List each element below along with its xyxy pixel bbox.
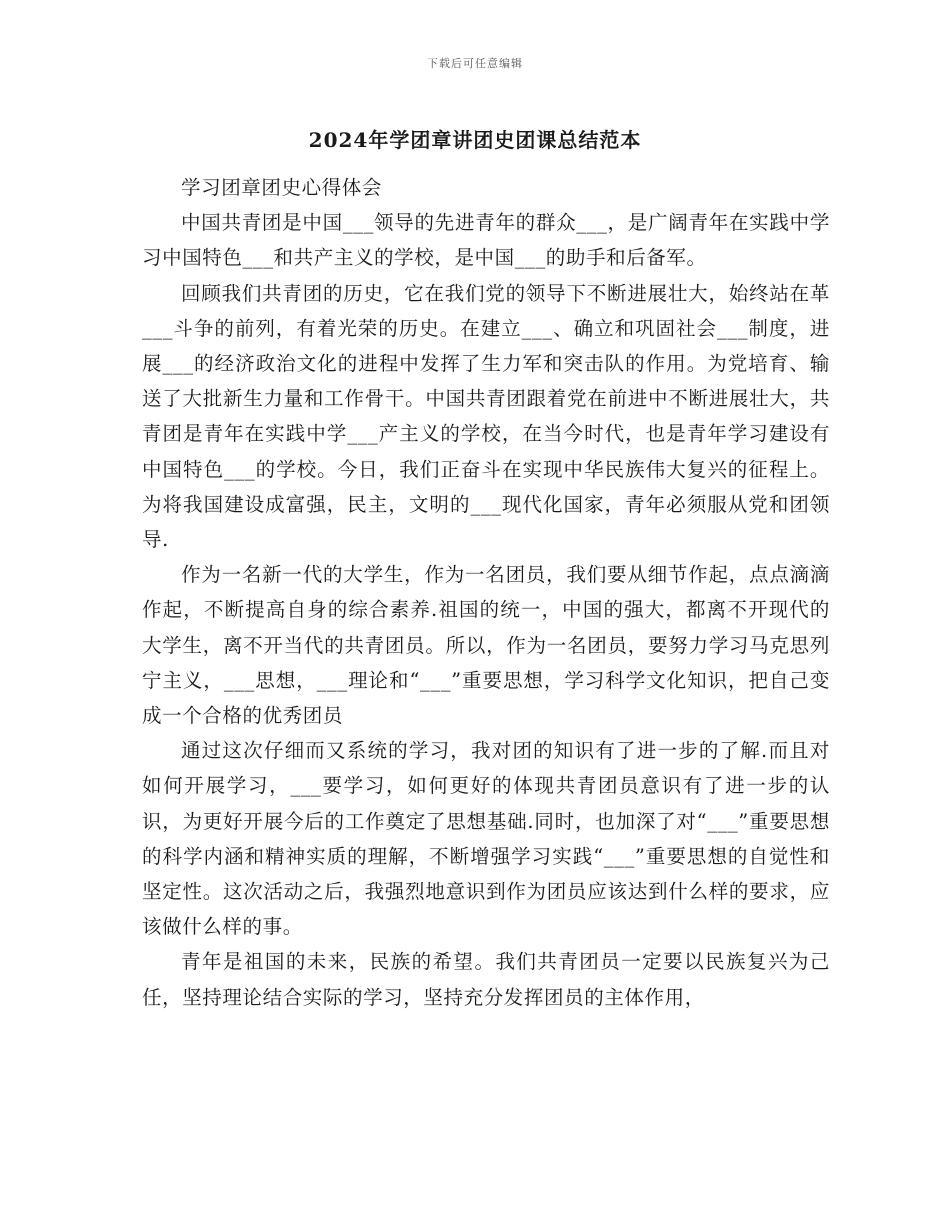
paragraph: 青年是祖国的未来，民族的希望。我们共青团员一定要以民族复兴为己任，坚持理论结合实际的学习，坚持充分发挥团员的主体作用，	[142, 950, 830, 1009]
paragraph: 通过这次仔细而又系统的学习，我对团的知识有了进一步的了解.而且对如何开展学习，___要学习，如何更好的体现共青团员意识有了进一步的认识，为更好开展今后的工作奠定了思想基础.同时，也加深了对“___”重要思想的科学内涵和精神实质的理解，不断增强学习实践“___”重要思想的自觉性和坚定性。这次活动之后，我强烈地意识到作为团员应该达到什么样的要求，应该做什么样的事。	[142, 739, 830, 939]
paragraph: 作为一名新一代的大学生，作为一名团员，我们要从细节作起，点点滴滴作起，不断提高自身的综合素养.祖国的统一，中国的强大，都离不开现代的大学生，离不开当代的共青团员。所以，作为一名团员，要努力学习马克思列宁主义，___思想，___理论和“___”重要思想，学习科学文化知识，把自己变成一个合格的优秀团员	[142, 563, 830, 728]
document-body	[142, 170, 830, 1015]
header-note: 下载后可任意编辑	[427, 57, 523, 70]
paragraph: 中国共青团是中国___领导的先进青年的群众___，是广阔青年在实践中学习中国特色___和共产主义的学校，是中国___的助手和后备军。	[142, 211, 830, 270]
document-title: 2024年学团章讲团史团课总结范本	[308, 128, 642, 152]
document-subtitle: 学习团章团史心得体会	[181, 176, 383, 199]
paragraph: 回顾我们共青团的历史，它在我们党的领导下不断进展壮大，始终站在革___斗争的前列，有着光荣的历史。在建立___、确立和巩固社会___制度，进展___的经济政治文化的进程中发挥了生力军和突击队的作用。为党培育、输送了大批新生力量和工作骨干。中国共青团跟着党在前进中不断进展壮大，共青团是青年在实践中学___产主义的学校，在当今时代，也是青年学习建设有中国特色___的学校。今日，我们正奋斗在实现中华民族伟大复兴的征程上。为将我国建设成富强，民主，文明的___现代化国家，青年必须服从党和团领导.	[142, 281, 830, 552]
